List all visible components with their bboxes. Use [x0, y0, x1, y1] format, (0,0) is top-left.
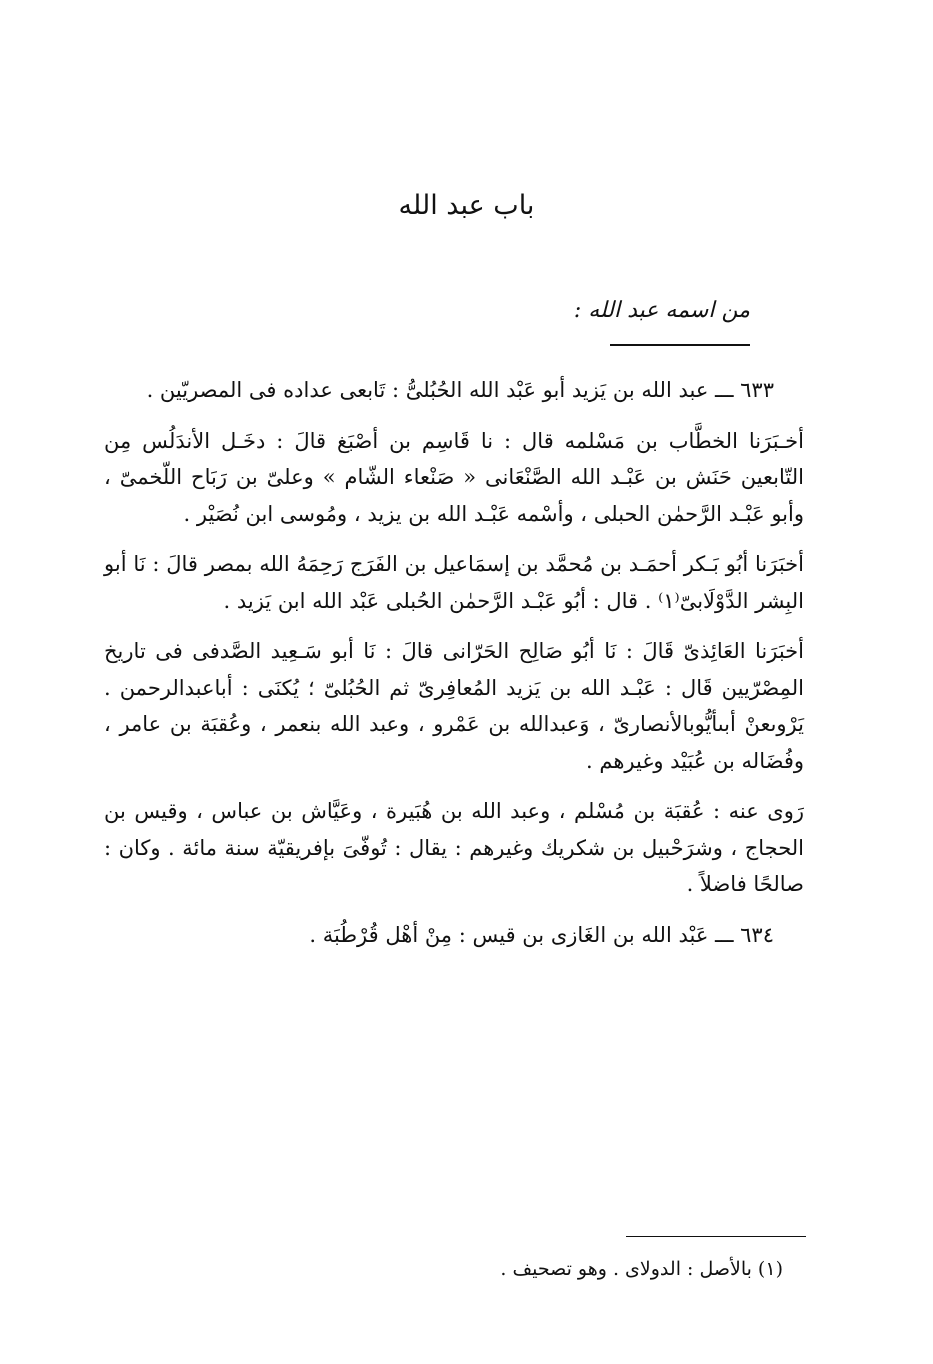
- paragraph-khattab: أخـبَرَنا الخطَّاب بن مَسْلمه قال : نا قَاسِم بن أصْبَغ قالَ : دخَـل الأندَلُس مِن التّابعين حَنَش بن عَبْـد الله الصَّنْعَانى « صَنْعاء الشّام » وعلىّ بن رَبَاح اللّخمىّ ، وأبو عَبْـد الرَّحمٰن الحبلى ، وأسْمه عَبْـد الله بن يزيد ، ومُوسى ابن نُصَيْر .: [104, 428, 804, 526]
- main-text: [104, 372, 804, 967]
- section-heading-underline: [610, 344, 750, 346]
- paragraph-aidhi: أخبَرَنا العَائِذىّ قَالَ : نَا أبُو صَالِح الحَرّانى قالَ : نَا أبو سَـعِيد الصَّدفى فى تاريخ المِصْرّيين قَال : عَبْـد الله بن يَزيد المُعافِرىّ ثم الحُبُلىّ ؛ يُكنَى : أباعبدالرحمن . يَرْوىعنْ أبىأيُّوبالأنصارىّ ، وَعبدالله بن عَمْرو ، وعبد الله بنعمر ، وعُقبَة بن عامر ، وفُضَاله بن عُبَيْد وغيرهم .: [104, 639, 804, 773]
- section-heading: من اسمه عبد الله :: [573, 298, 750, 323]
- footnote: (١) بالأصل : الدولاى . وهو تصحيف .: [500, 1258, 783, 1280]
- entry-634-paragraph: ٦٣٤ ـــ عَبْد الله بن الغَازى بن قيس : مِنْ أهْل قُرْطُبَة .: [309, 922, 774, 947]
- paragraph-abu-bakr: أخبَرَنا أبُو بَـكر أحمَـد بن مُحمَّد بن إسمَاعيل بن الفَرَج رَحِمَهُ الله بمصر قالَ : نَا أبو البِشر الدَّوْلَابىّ⁽١⁾ . قال : أبُو عَبْـد الرَّحمٰن الحُبلى عَبْد الله ابن يَزيد .: [104, 552, 804, 613]
- page-title: باب عبد الله: [398, 190, 535, 221]
- paragraph-narrators: رَوى عنه : عُقبَة بن مُسْلم ، وعبد الله بن هُبَيرة ، وعَيَّاش بن عباس ، وقيس بن الحجاج ، وشرَحْبيل بن شكريك وغيرهم : يقال : تُوفّىَ بإفريقيّة سنة مائة . وكان : صالحًا فاضلاً .: [104, 799, 804, 896]
- entry-633-paragraph: ٦٣٣ ـــ عبد الله بن يَزيد أبو عَبْد الله الحُبُلىُّ : تَابعى عداده فى المصريّين .: [146, 378, 774, 402]
- footnote-divider: [626, 1236, 806, 1237]
